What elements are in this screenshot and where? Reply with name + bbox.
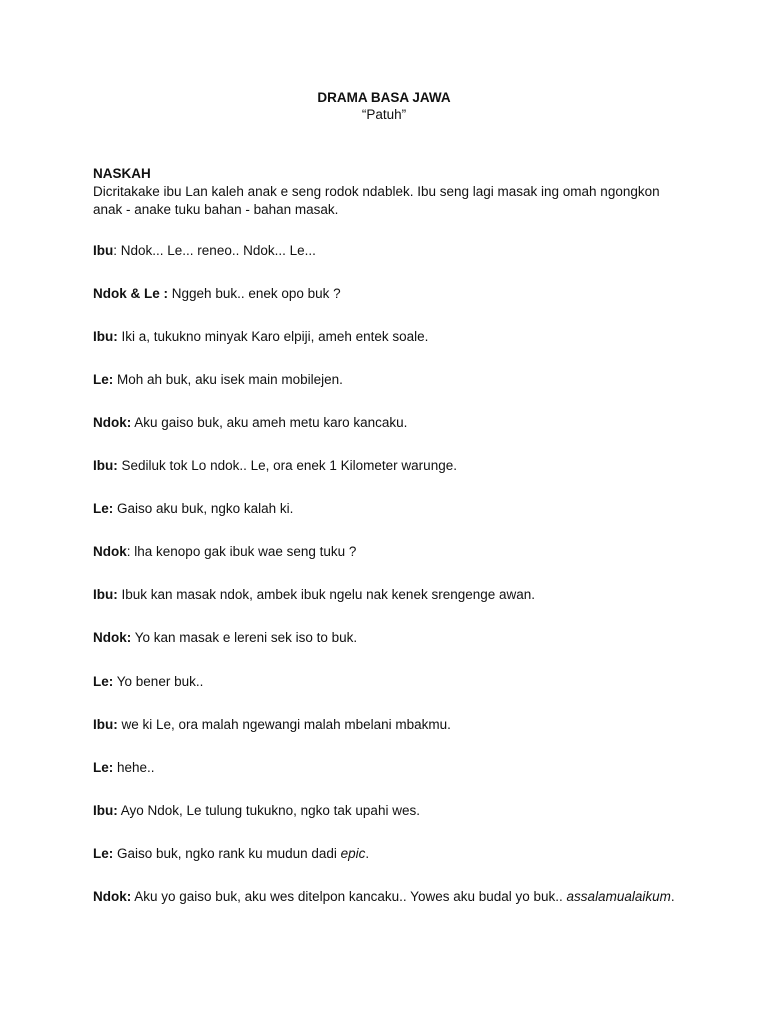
dialogue-tail: .: [365, 846, 370, 861]
speaker-separator: :: [126, 544, 135, 559]
speaker-name: Le:: [93, 372, 114, 387]
document-subtitle: “Patuh”: [361, 107, 407, 122]
dialogue-text: Yo bener buk..: [116, 674, 204, 689]
speaker-name: Ibu:: [93, 587, 118, 602]
speaker-name: Ndok:: [93, 630, 132, 645]
dialogue-line: [93, 242, 713, 260]
dialogue-text: Iki a, tukukno minyak Karo elpiji, ameh entek soale.: [121, 329, 429, 344]
document-title: DRAMA BASA JAWA: [317, 90, 451, 105]
dialogue-line: [93, 285, 713, 303]
dialogue-line: [93, 759, 713, 777]
section-heading: NASKAH: [93, 166, 151, 181]
dialogue-text: Gaiso buk, ngko rank ku mudun dadi: [117, 846, 341, 861]
section-intro: [93, 165, 693, 219]
italic-term: epic: [340, 846, 366, 861]
dialogue-text: hehe..: [117, 760, 155, 775]
dialogue-line: [93, 673, 713, 691]
dialogue-text: Gaiso aku buk, ngko kalah ki.: [117, 501, 294, 516]
speaker-name: Ibu:: [93, 458, 118, 473]
speaker-name: Le:: [93, 674, 114, 689]
speaker-name: Ndok & Le :: [93, 286, 169, 301]
dialogue-line: [93, 328, 713, 346]
dialogue-text: Ndok... Le... reneo.. Ndok... Le...: [120, 243, 316, 258]
speaker-name: Ibu:: [93, 803, 118, 818]
intro-line-1: Dicritakake ibu Lan kaleh anak e seng rodok ndablek. Ibu seng lagi masak ing omah ngongkon: [93, 184, 660, 199]
speaker-name: Ibu:: [93, 717, 118, 732]
italic-term: assalamualaikum: [566, 889, 671, 904]
speaker-name: Ibu: [93, 243, 114, 258]
dialogue-text: Aku gaiso buk, aku ameh metu karo kancaku.: [134, 415, 408, 430]
dialogue-text: Moh ah buk, aku isek main mobilejen.: [117, 372, 343, 387]
dialogue-line: [93, 371, 713, 389]
dialogue-line: [93, 586, 713, 604]
dialogue-text: Sediluk tok Lo ndok.. Le, ora enek 1 Kilometer warunge.: [121, 458, 457, 473]
speaker-name: Ndok: [93, 544, 127, 559]
dialogue-line: [93, 629, 713, 647]
speaker-separator: :: [113, 243, 121, 258]
dialogue-text: Ayo Ndok, Le tulung tukukno, ngko tak upahi wes.: [120, 803, 420, 818]
dialogue-line: [93, 414, 713, 432]
speaker-name: Le:: [93, 501, 114, 516]
dialogue-text: we ki Le, ora malah ngewangi malah mbelani mbakmu.: [121, 717, 451, 732]
speaker-name: Le:: [93, 760, 114, 775]
dialogue-line: [93, 888, 713, 906]
speaker-name: Ndok:: [93, 889, 132, 904]
speaker-name: Ibu:: [93, 329, 118, 344]
dialogue-text: Yo kan masak e lereni sek iso to buk.: [134, 630, 358, 645]
dialogue-tail: .: [670, 889, 675, 904]
dialogue-line: [93, 845, 713, 863]
dialogue-text: Nggeh buk.. enek opo buk ?: [171, 286, 341, 301]
dialogue-text: Aku yo gaiso buk, aku wes ditelpon kancaku.. Yowes aku budal yo buk..: [134, 889, 567, 904]
dialogue-line: [93, 802, 713, 820]
speaker-name: Le:: [93, 846, 114, 861]
dialogue-line: [93, 457, 713, 475]
dialogue-line: [93, 543, 713, 561]
dialogue-line: [93, 716, 713, 734]
intro-line-2: anak - anake tuku bahan - bahan masak.: [93, 202, 339, 217]
dialogue-text: lha kenopo gak ibuk wae seng tuku ?: [134, 544, 357, 559]
speaker-name: Ndok:: [93, 415, 132, 430]
dialogue-text: Ibuk kan masak ndok, ambek ibuk ngelu nak kenek srengenge awan.: [121, 587, 536, 602]
dialogue-line: [93, 500, 713, 518]
